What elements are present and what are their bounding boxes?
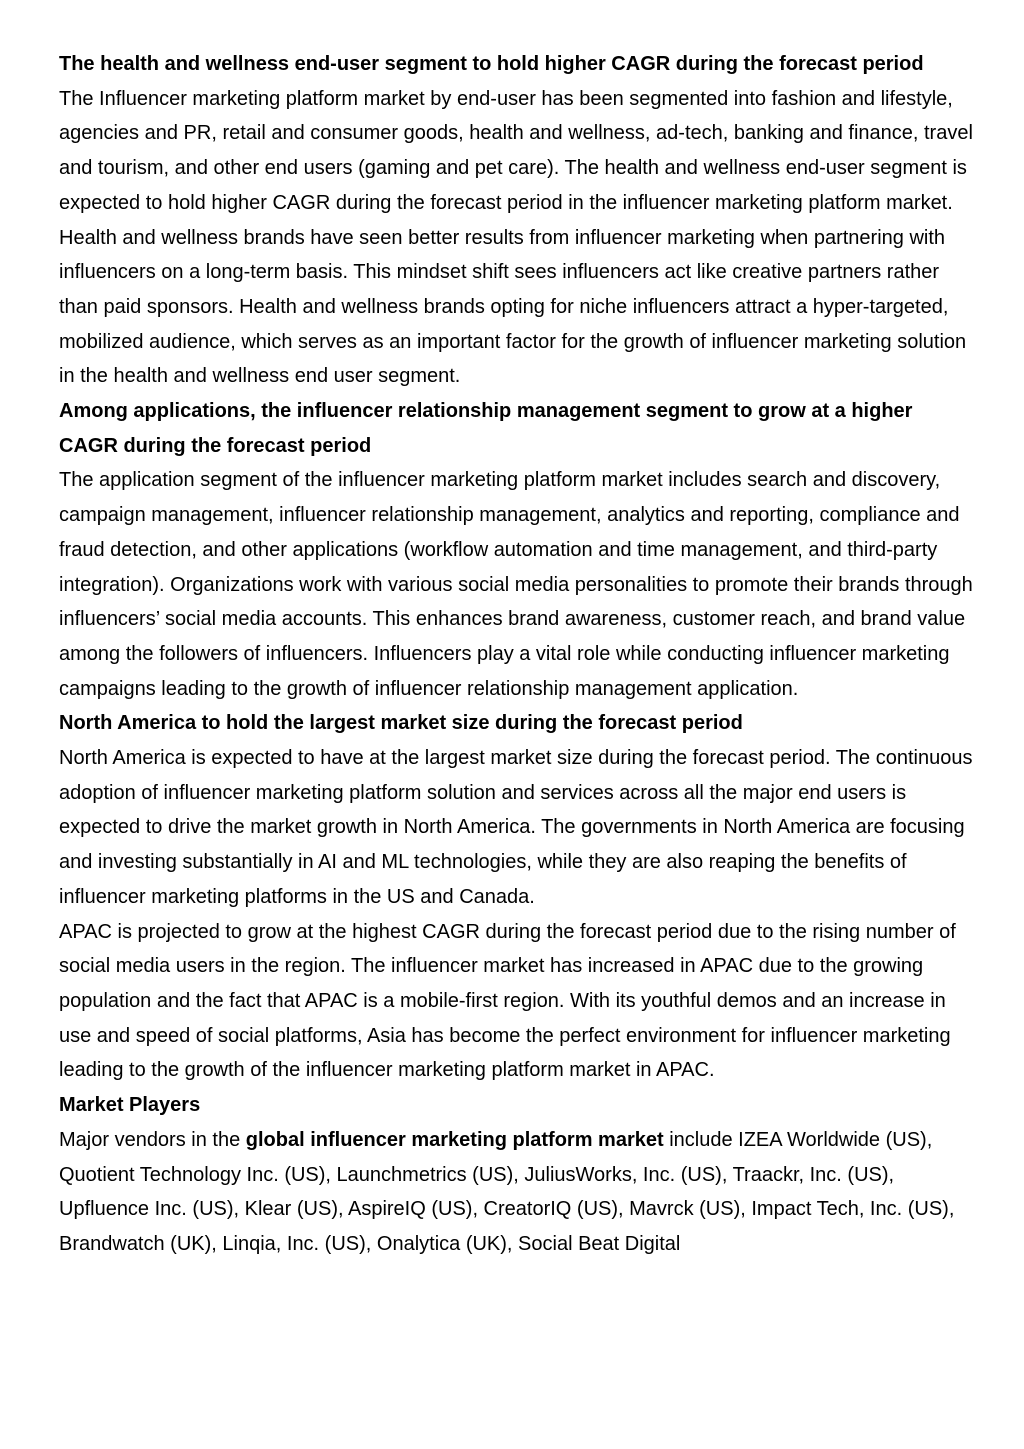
section-body-applications: The application segment of the influencer marketing platform market includes search and discovery, campaign management, influencer relationship management, analytics and reporting, compliance and fraud detection, and other applications (workflow automation and time management, and third-party integration). Organizations work with various social media personalities to promote their brands through influencers’ social media accounts. This enhances brand awareness, customer reach, and brand value among the followers of influencers. Influencers play a vital role while conducting influencer marketing campaigns leading to the growth of influencer relationship management application. — [59, 469, 973, 700]
market-players-rest: include IZEA Worldwide (US), Quotient Technology Inc. (US), Launchmetrics (US), JuliusWorks, Inc. (US), Traackr, Inc. (US), Upfluence Inc. (US), Klear (US), AspireIQ (US), CreatorIQ (US), Mavrck (US), Impact Tech, Inc. (US), Brandwatch (UK), Linqia, Inc. (US), Onalytica (UK), Social Beat Digital — [59, 1128, 955, 1255]
section-heading-health-wellness: The health and wellness end-user segment to hold higher CAGR during the forecast period — [59, 53, 924, 75]
section-heading-north-america: North America to hold the largest market size during the forecast period — [59, 712, 743, 735]
section-heading-market-players: Market Players — [59, 1094, 201, 1117]
market-players-intro: Major vendors in the — [59, 1128, 246, 1151]
section-heading-applications: Among applications, the influencer relationship management segment to grow at a higher CAGR during the forecast period — [59, 400, 913, 457]
section-body-health-wellness: The Influencer marketing platform market by end-user has been segmented into fashion and lifestyle, agencies and PR, retail and consumer goods, health and wellness, ad-tech, banking and finance, travel and tourism, and other end users (gaming and pet care). The health and wellness end-user segment is expected to hold higher CAGR during the forecast period in the influencer marketing platform market. Health and wellness brands have seen better results from influencer marketing when partnering with influencers on a long-term basis. This mindset shift sees influencers act like creative partners rather than paid sponsors. Health and wellness brands opting for niche influencers attract a hyper-targeted, mobilized audience, which serves as an important factor for the growth of influencer marketing solution in the health and wellness end user segment. — [59, 87, 973, 388]
section-body-market-players — [59, 1123, 974, 1262]
section-body-apac: APAC is projected to grow at the highest CAGR during the forecast period due to the rising number of social media users in the region. The influencer market has increased in APAC due to the growing population and the fact that APAC is a mobile-first region. With its youthful demos and an increase in use and speed of social platforms, Asia has become the perfect environment for influencer marketing leading to the growth of the influencer marketing platform market in APAC. — [59, 920, 956, 1082]
market-players-bold-phrase: global influencer marketing platform market — [245, 1128, 664, 1151]
document-page — [59, 47, 974, 1262]
section-body-north-america: North America is expected to have at the largest market size during the forecast period. The continuous adoption of influencer marketing platform solution and services across all the major end users is expected to drive the market growth in North America. The governments in North America are focusing and investing substantially in AI and ML technologies, while they are also reaping the benefits of influencer marketing platforms in the US and Canada. — [59, 747, 973, 908]
